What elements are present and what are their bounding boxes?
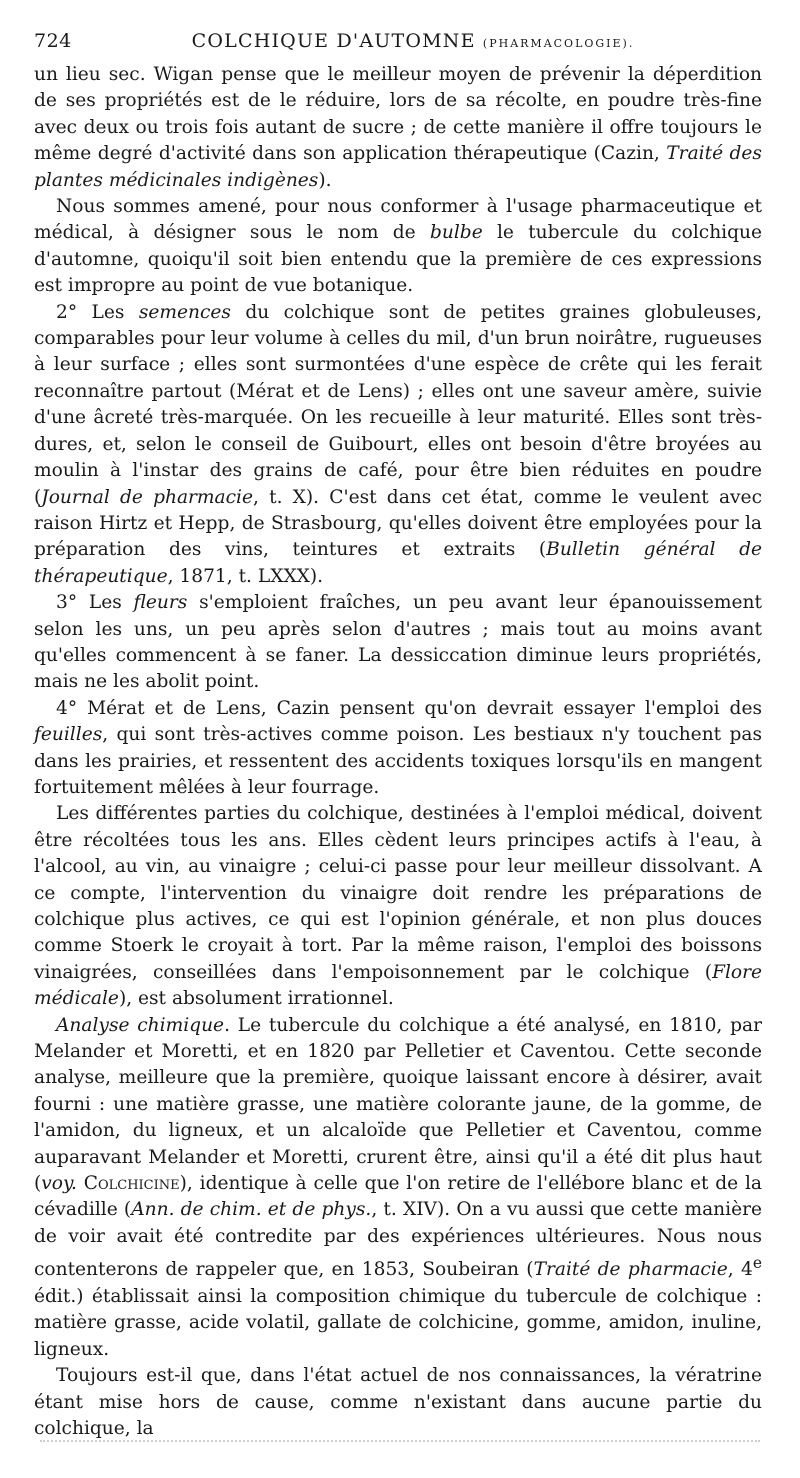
italic-citation: Journal de pharmacie bbox=[41, 486, 253, 508]
text-run: 3° Les bbox=[56, 592, 134, 614]
body-text bbox=[34, 62, 762, 1442]
running-title-text: COLCHIQUE D'AUTOMNE bbox=[191, 30, 476, 52]
italic-term: voy. bbox=[41, 1173, 77, 1195]
text-run: , t. XIV). On a vu aussi que cette manière de voir avait été contredite par des expériences ultérieures. Nous nous contenterons de rappeler que, en 1853, Soubeiran ( bbox=[34, 1199, 763, 1281]
italic-citation: Ann. de chim. et de phys. bbox=[131, 1199, 372, 1221]
small-caps-reference: Colchicine bbox=[83, 1173, 180, 1195]
paragraph-6 bbox=[34, 801, 762, 1012]
text-run: , t. X). C'est dans cet état, comme le veulent avec raison Hirtz et Hepp, de Strasbourg, qu'elles doivent être employées pour la préparation des vins, teintures et extraits ( bbox=[34, 486, 762, 561]
paragraph-3 bbox=[34, 300, 762, 590]
text-run: le tubercule du colchique d'automne, quoiqu'il soit bien entendu que la première de ces expressions est impropre au point de vue botanique. bbox=[34, 222, 763, 297]
paragraph-5 bbox=[34, 696, 762, 802]
paragraph-7 bbox=[34, 1013, 762, 1363]
italic-term: semences bbox=[138, 301, 231, 323]
text-run: Nous sommes amené, pour nous conformer à l'usage pharmaceutique et médical, à désigner sous le nom de bbox=[34, 196, 762, 244]
text-run: , 4 bbox=[727, 1259, 753, 1281]
italic-term: feuilles bbox=[34, 724, 103, 746]
italic-term: bulbe bbox=[429, 222, 483, 244]
text-run: un lieu sec. Wigan pense que le meilleur moyen de prévenir la déperdition de ses propriétés est de le réduire, lors de sa récolte, en poudre très-fine avec deux ou trois fois autant de sucre ; de cette manière il offre toujours le même degré d'activité dans son application thérapeutique (Cazin, bbox=[34, 64, 762, 165]
text-run: , 1871, t. LXXX). bbox=[167, 565, 324, 587]
text-run: , qui sont très-actives comme poison. Les bestiaux n'y touchent pas dans les prairies, et ressentent des accidents toxiques lorsqu'ils en mangent fortuitement mêlées à leur fourrage. bbox=[34, 724, 762, 798]
running-header bbox=[34, 30, 762, 62]
text-run: ), est absolument irrationnel. bbox=[118, 988, 394, 1010]
italic-citation: Traité de pharmacie bbox=[533, 1259, 728, 1281]
page-number: 724 bbox=[34, 30, 72, 52]
running-title bbox=[104, 30, 762, 52]
italic-citation: Bulletin général de thérapeutique bbox=[34, 539, 762, 587]
text-run: Toujours est-il que, dans l'état actuel de nos connaissances, la vératrine étant mise hors de cause, comme n'existant dans aucune partie du colchique, la bbox=[34, 1365, 762, 1439]
section-heading-italic: Analyse chimique bbox=[56, 1014, 225, 1036]
italic-citation: Traité des plantes médicinales indigènes bbox=[34, 143, 762, 191]
text-run: édit.) établissait ainsi la composition chimique du tubercule de colchique : matière grasse, acide volatil, gallate de colchicine, gomme, amidon, inuline, ligneux. bbox=[34, 1285, 762, 1360]
text-run: s'emploient fraîches, un peu avant leur épanouissement selon les uns, un peu après selon d'autres ; mais tout au moins avant qu'elles commencent à se faner. La dessiccation diminue leurs propriétés, mais ne les abolit point. bbox=[34, 592, 762, 693]
paragraph-8 bbox=[34, 1363, 762, 1442]
text-run: . Le tubercule du colchique a été analysé, en 1810, par Melander et Moretti, et en 1820 par Pelletier et Caventou. Cette seconde analyse, meilleure que la première, quoique laissant encore à désirer, avait fourni : une matière grasse, une matière colorante jaune, de la gomme, de l'amidon, du ligneux, et un alcaloïde que Pelletier et Caventou, comme auparavant Melander et Moretti, crurent être, ainsi qu'il a été dit plus haut ( bbox=[34, 1014, 762, 1195]
text-run: Les différentes parties du colchique, destinées à l'emploi médical, doivent être récoltées tous les ans. Elles cèdent leurs principes actifs à l'eau, à l'alcool, au vin, au vinaigre ; celui-ci passe pour leur meilleur dissolvant. A ce compte, l'intervention du vinaigre doit rendre les préparations de colchique plus actives, ce qui est l'opinion générale, et non plus douces comme Stoerk le croyait à tort. Par la même raison, l'emploi des boissons vinaigrées, conseillées dans l'empoisonnement par le colchique ( bbox=[34, 803, 762, 983]
running-subtitle: (PHARMACOLOGIE). bbox=[482, 37, 635, 50]
paragraph-2 bbox=[34, 194, 762, 300]
text-run: 2° Les bbox=[56, 301, 139, 323]
text-run: ). bbox=[318, 169, 332, 191]
bottom-scan-artifact-line bbox=[40, 1440, 760, 1442]
paragraph-4 bbox=[34, 590, 762, 696]
text-run: 4° Mérat et de Lens, Cazin pensent qu'on devrait essayer l'emploi des bbox=[56, 697, 762, 719]
superscript: e bbox=[752, 1254, 762, 1273]
italic-citation: Flore médicale bbox=[34, 961, 762, 1010]
italic-term: fleurs bbox=[133, 592, 188, 614]
paragraph-1 bbox=[34, 62, 762, 194]
text-run: ), identique à celle que l'on retire de l'ellébore blanc et de la cévadille ( bbox=[34, 1173, 762, 1221]
text-run: du colchique sont de petites graines globuleuses, comparables pour leur volume à celles du mil, d'un brun noirâtre, rugueuses à leur surface ; elles sont surmontées d'une espèce de crête qui les ferait reconnaître partout (Mérat et de Lens) ; elles ont une saveur amère, suivie d'une âcreté très-marquée. On les recueille à leur maturité. Elles sont très-dures, et, selon le conseil de Guibourt, elles ont besoin d'être broyées au moulin à l'instar des grains de café, pour être bien réduites en poudre ( bbox=[34, 301, 762, 508]
